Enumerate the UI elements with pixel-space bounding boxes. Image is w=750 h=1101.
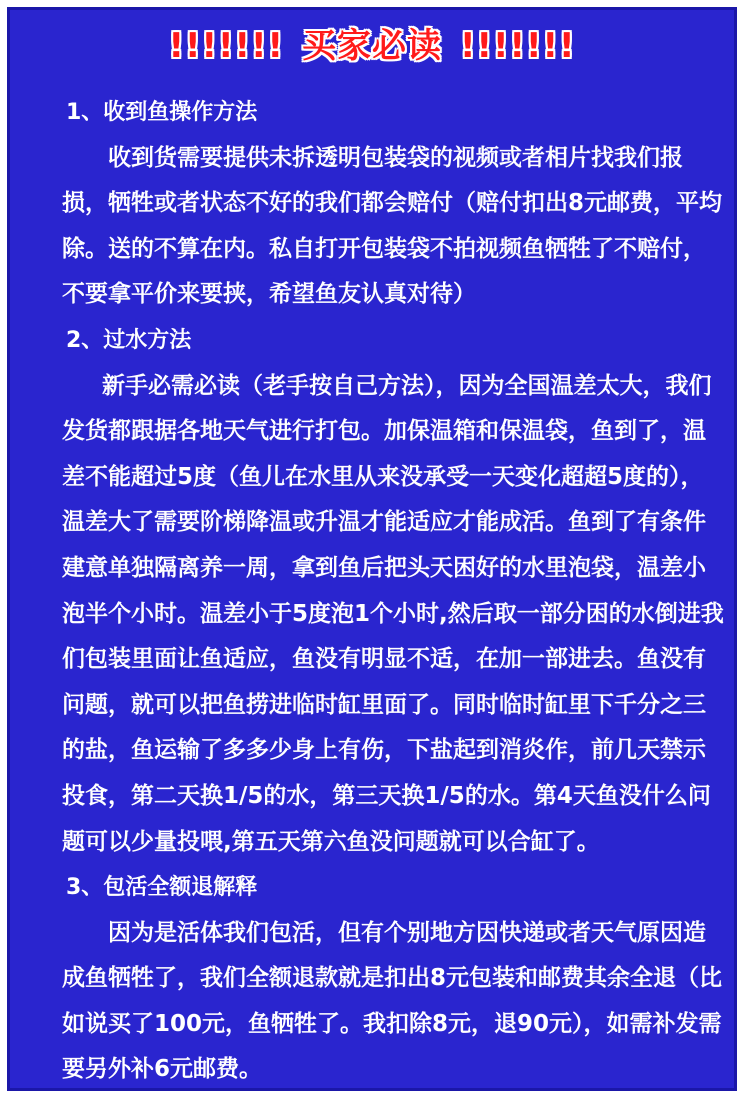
- section-acclimation: [62, 318, 724, 865]
- notice-poster: [7, 7, 737, 1091]
- section-body: 新手必需必读（老手按自己方法），因为全国温差太大，我们发货都跟据各地天气进行打包。加保温箱和保温袋，鱼到了，温差不能超过5度（鱼儿在水里从来没承受一天变化超超5度的），温差大了需要阶梯降温或升温才能适应才能成活。鱼到了有条件建意单独隔离养一周，拿到鱼后把头天困好的水里泡袋，温差小泡半个小时。温差小于5度泡1个小时,然后取一部分困的水倒进我们包装里面让鱼适应，鱼没有明显不适，在加一部进去。鱼没有问题，就可以把鱼捞进临时缸里面了。同时临时缸里下千分之三的盐，鱼运输了多多少身上有伤，下盐起到消炎作，前几天禁示投食，第二天换1/5的水，第三天换1/5的水。第4天鱼没什么问题可以少量投喂,第五天第六鱼没问题就可以合缸了。: [62, 372, 724, 855]
- section-refund: [62, 865, 724, 1093]
- exclamation-marks-right: !!!!!!!: [460, 26, 576, 66]
- section-body: 因为是活体我们包活，但有个别地方因快递或者天气原因造成鱼牺牲了，我们全额退款就是扣出8元包装和邮费其余全退（比如说买了100元，鱼牺牲了。我扣除8元，退90元），如需补发需要另外补6元邮费。: [62, 919, 723, 1083]
- section-heading: 2、过水方法: [66, 327, 192, 353]
- section-body: 收到货需要提供未拆透明包装袋的视频或者相片找我们报损，牺牲或者状态不好的我们都会赔付（赔付扣出8元邮费，平均除。送的不算在内。私自打开包装袋不拍视频鱼牺牲了不赔付，不要拿平价来要挟，希望鱼友认真对待）: [62, 144, 723, 308]
- exclamation-marks-left: !!!!!!!: [168, 26, 284, 66]
- section-heading: 1、收到鱼操作方法: [66, 100, 258, 125]
- page-title: 买家必读: [302, 26, 442, 66]
- section-heading: 3、包活全额退解释: [66, 875, 258, 901]
- poster-title: [10, 26, 734, 66]
- notice-content: [62, 90, 724, 1093]
- section-receiving: [62, 90, 724, 318]
